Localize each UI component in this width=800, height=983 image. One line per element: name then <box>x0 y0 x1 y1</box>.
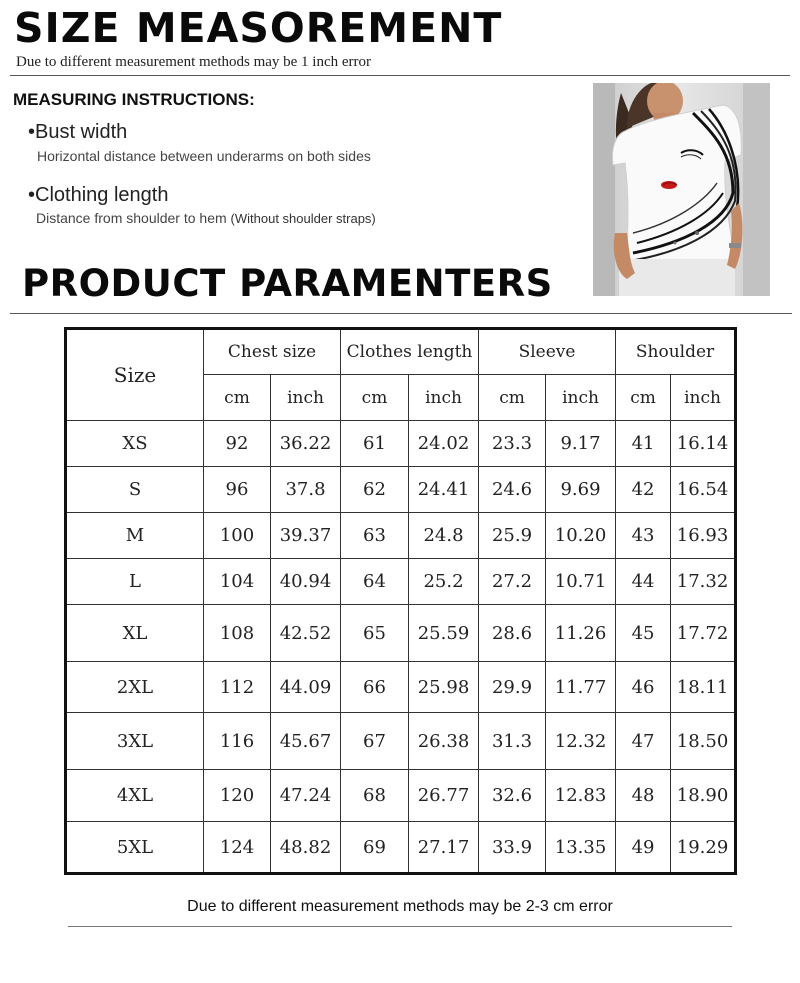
unit-cell: inch <box>271 375 341 421</box>
table-cell: 63 <box>341 513 409 559</box>
table-cell: 42.52 <box>271 605 341 662</box>
table-cell: 27.17 <box>409 822 479 874</box>
table-cell: 62 <box>341 467 409 513</box>
table-cell: 9.17 <box>546 421 616 467</box>
table-cell: 26.38 <box>409 713 479 770</box>
table-cell: 66 <box>341 662 409 713</box>
table-header-row <box>66 329 736 375</box>
size-chart-table <box>64 327 737 875</box>
table-cell: 25.9 <box>479 513 546 559</box>
table-cell: 96 <box>204 467 271 513</box>
unit-cell: inch <box>546 375 616 421</box>
table-cell: 49 <box>616 822 671 874</box>
table-cell: 36.22 <box>271 421 341 467</box>
table-row <box>66 770 736 822</box>
instruction-bust-width <box>28 121 127 144</box>
table-cell: 16.93 <box>671 513 736 559</box>
table-cell: 19.29 <box>671 822 736 874</box>
header-clothes-length: Clothes length <box>341 329 479 375</box>
table-cell: 100 <box>204 513 271 559</box>
instruction-clothing-length <box>28 184 168 207</box>
table-cell: 108 <box>204 605 271 662</box>
table-cell: 17.72 <box>671 605 736 662</box>
unit-cell: cm <box>204 375 271 421</box>
table-cell: 120 <box>204 770 271 822</box>
table-cell: 64 <box>341 559 409 605</box>
product-photo <box>593 83 770 296</box>
table-row <box>66 713 736 770</box>
page-title <box>14 4 502 52</box>
table-cell: 26.77 <box>409 770 479 822</box>
table-cell: 47.24 <box>271 770 341 822</box>
table-cell: 116 <box>204 713 271 770</box>
table-cell: 124 <box>204 822 271 874</box>
table-cell: 41 <box>616 421 671 467</box>
table-cell: 24.02 <box>409 421 479 467</box>
product-parameters-title: PRODUCT PARAMENTERS <box>22 262 553 305</box>
table-cell: 18.90 <box>671 770 736 822</box>
table-row <box>66 605 736 662</box>
table-row <box>66 559 736 605</box>
footer-divider <box>68 926 732 927</box>
table-cell: 43 <box>616 513 671 559</box>
table-cell: 10.71 <box>546 559 616 605</box>
instruction-desc-text: Distance from shoulder to hem <box>36 210 227 226</box>
table-cell: 12.32 <box>546 713 616 770</box>
instruction-desc-text: Horizontal distance between underarms on both sides <box>37 148 371 164</box>
size-cell: 3XL <box>66 713 204 770</box>
header-sleeve: Sleeve <box>479 329 616 375</box>
size-cell: XS <box>66 421 204 467</box>
table-cell: 46 <box>616 662 671 713</box>
table-cell: 45.67 <box>271 713 341 770</box>
table-cell: 32.6 <box>479 770 546 822</box>
table-cell: 17.32 <box>671 559 736 605</box>
table-cell: 11.77 <box>546 662 616 713</box>
header-chest-size: Chest size <box>204 329 341 375</box>
table-cell: 25.59 <box>409 605 479 662</box>
unit-cell: cm <box>479 375 546 421</box>
table-cell: 68 <box>341 770 409 822</box>
table-row <box>66 467 736 513</box>
instruction-label: Bust width <box>35 121 128 143</box>
table-cell: 25.98 <box>409 662 479 713</box>
header-shoulder: Shoulder <box>616 329 736 375</box>
table-cell: 29.9 <box>479 662 546 713</box>
table-cell: 112 <box>204 662 271 713</box>
table-cell: 24.6 <box>479 467 546 513</box>
table-cell: 12.83 <box>546 770 616 822</box>
table-row <box>66 513 736 559</box>
model-tshirt-illustration <box>593 83 770 296</box>
unit-cell: cm <box>341 375 409 421</box>
table-cell: 44.09 <box>271 662 341 713</box>
table-cell: 33.9 <box>479 822 546 874</box>
size-cell: M <box>66 513 204 559</box>
table-cell: 11.26 <box>546 605 616 662</box>
size-cell: 4XL <box>66 770 204 822</box>
table-cell: 48 <box>616 770 671 822</box>
table-cell: 31.3 <box>479 713 546 770</box>
header-divider <box>10 75 790 76</box>
table-cell: 23.3 <box>479 421 546 467</box>
table-cell: 24.8 <box>409 513 479 559</box>
table-cell: 69 <box>341 822 409 874</box>
size-column-header: Size <box>66 329 204 421</box>
table-cell: 28.6 <box>479 605 546 662</box>
instruction-label: Clothing length <box>35 184 169 206</box>
table-cell: 24.41 <box>409 467 479 513</box>
table-row <box>66 822 736 874</box>
unit-cell: inch <box>409 375 479 421</box>
table-cell: 48.82 <box>271 822 341 874</box>
instructions-title: MEASURING INSTRUCTIONS: <box>13 90 255 109</box>
table-cell: 61 <box>341 421 409 467</box>
table-cell: 47 <box>616 713 671 770</box>
table-cell: 10.20 <box>546 513 616 559</box>
size-cell: XL <box>66 605 204 662</box>
table-cell: 18.50 <box>671 713 736 770</box>
table-cell: 16.54 <box>671 467 736 513</box>
table-cell: 92 <box>204 421 271 467</box>
bullet: • <box>28 184 36 206</box>
size-cell: S <box>66 467 204 513</box>
table-cell: 65 <box>341 605 409 662</box>
table-cell: 37.8 <box>271 467 341 513</box>
table-cell: 104 <box>204 559 271 605</box>
table-cell: 44 <box>616 559 671 605</box>
size-cell: L <box>66 559 204 605</box>
table-cell: 27.2 <box>479 559 546 605</box>
footer-error-note: Due to different measurement methods may be 2-3 cm error <box>187 898 613 915</box>
size-cell: 5XL <box>66 822 204 874</box>
size-cell: 2XL <box>66 662 204 713</box>
instruction-bust-width-desc <box>37 148 371 164</box>
bullet: • <box>28 121 36 143</box>
table-cell: 9.69 <box>546 467 616 513</box>
table-cell: 18.11 <box>671 662 736 713</box>
instruction-desc-extra: (Without shoulder straps) <box>230 211 376 226</box>
table-cell: 25.2 <box>409 559 479 605</box>
unit-cell: inch <box>671 375 736 421</box>
table-cell: 45 <box>616 605 671 662</box>
table-cell: 40.94 <box>271 559 341 605</box>
table-row <box>66 662 736 713</box>
params-divider <box>10 313 792 314</box>
title-word-size: SIZE <box>14 4 121 52</box>
table-cell: 13.35 <box>546 822 616 874</box>
table-cell: 42 <box>616 467 671 513</box>
title-word-measurement: MEASOREMENT <box>135 4 503 52</box>
table-cell: 16.14 <box>671 421 736 467</box>
unit-cell: cm <box>616 375 671 421</box>
measurement-error-note: Due to different measurement methods may be 1 inch error <box>16 54 372 70</box>
table-row <box>66 421 736 467</box>
table-cell: 39.37 <box>271 513 341 559</box>
table-cell: 67 <box>341 713 409 770</box>
instruction-clothing-length-desc <box>36 210 376 226</box>
